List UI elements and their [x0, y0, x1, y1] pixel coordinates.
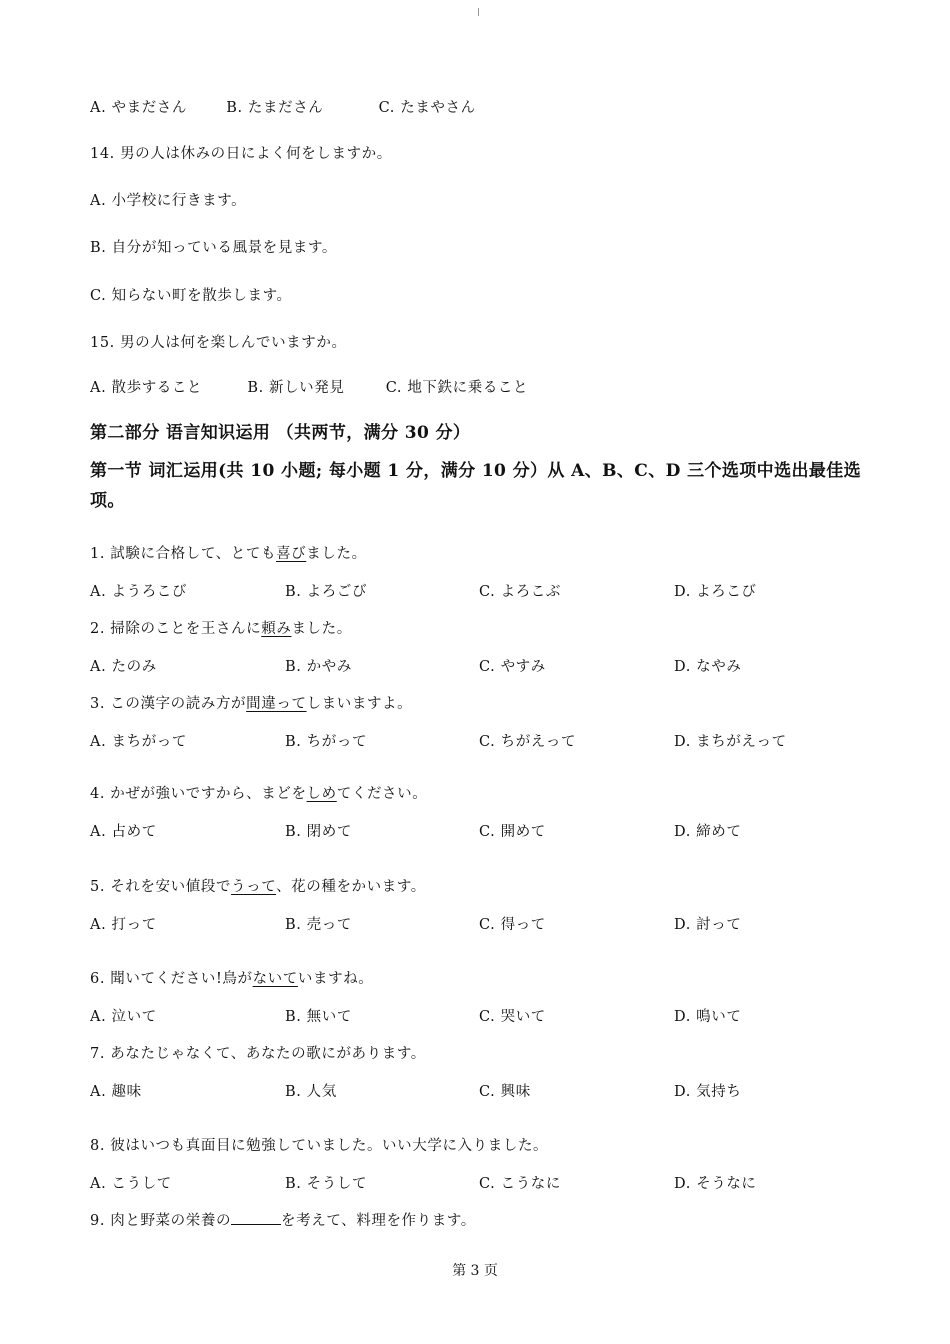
option-a: A. 打って	[90, 917, 157, 933]
option-c: C. やすみ	[479, 659, 546, 675]
question-stem	[90, 542, 367, 563]
option-b: B. ちがって	[285, 734, 368, 750]
option-b: B. 閉めて	[285, 824, 352, 840]
stem-text: 6. 聞いてください!鳥が	[90, 971, 253, 987]
q14-option-c: C. 知らない町を散歩します。	[90, 288, 292, 304]
stem-text: ました。	[306, 546, 367, 562]
option-b: B. 売って	[285, 917, 352, 933]
answer-blank	[231, 1210, 281, 1225]
stem-text: 4. かぜが強いですから、まどを	[90, 786, 307, 802]
option-a: A. たのみ	[90, 659, 157, 675]
option-c: C. よろこぶ	[479, 584, 561, 600]
q13-option-b: B. たまださん	[226, 100, 324, 116]
option-b: B. かやみ	[285, 659, 352, 675]
q13-option-c: C. たまやさん	[378, 100, 476, 116]
option-b: B. 人気	[285, 1084, 337, 1100]
question-stem	[90, 1209, 476, 1230]
option-c: C. 開めて	[479, 824, 546, 840]
option-d: D. そうなに	[674, 1176, 757, 1192]
option-a: A. こうして	[90, 1176, 172, 1192]
stem-text: ました。	[291, 621, 352, 637]
option-a: A. まちがって	[90, 734, 187, 750]
stem-text: 3. この漢字の読み方が	[90, 696, 247, 712]
option-b: B. そうして	[285, 1176, 368, 1192]
option-b: B. 無いて	[285, 1009, 352, 1025]
q13-options	[90, 96, 476, 117]
option-d: D. まちがえって	[674, 734, 787, 750]
question-stem	[90, 692, 412, 713]
option-c: C. 得って	[479, 917, 546, 933]
question-stem	[90, 875, 426, 896]
option-d: D. よろこび	[674, 584, 757, 600]
option-a: A. 占めて	[90, 824, 157, 840]
stem-text: 、花の種をかいます。	[276, 879, 426, 895]
q14-option-b: B. 自分が知っている風景を見ます。	[90, 240, 338, 256]
part2-heading: 第二部分 语言知识运用 （共两节，满分 30 分）	[90, 423, 471, 443]
option-c: C. こうなに	[479, 1176, 561, 1192]
question-stem: 8. 彼はいつも真面目に勉強していました。いい大学に入りました。	[90, 1138, 549, 1154]
stem-text: てください。	[336, 786, 428, 802]
q15-options	[90, 376, 528, 397]
q15-option-b: B. 新しい発見	[247, 380, 345, 396]
option-c: C. ちがえって	[479, 734, 577, 750]
question-stem	[90, 782, 427, 803]
section1-heading: 第一节 词汇运用(共 10 小题; 每小题 1 分，满分 10 分）从 A、B、C、D 三个选项中选出最佳选项。	[90, 461, 862, 511]
option-c: C. 哭いて	[479, 1009, 546, 1025]
stem-text: いますね。	[297, 971, 374, 987]
option-a: A. 泣いて	[90, 1009, 157, 1025]
option-d: D. なやみ	[674, 659, 742, 675]
top-mark	[478, 8, 479, 16]
q15-option-c: C. 地下鉄に乗ること	[385, 380, 529, 396]
option-b: B. よろごび	[285, 584, 368, 600]
question-stem	[90, 617, 352, 638]
option-a: A. ようろこび	[90, 584, 187, 600]
stem-text: しまいますよ。	[306, 696, 413, 712]
q15-option-a: A. 散歩すること	[90, 380, 203, 396]
stem-text: 5. それを安い値段で	[90, 879, 232, 895]
q14-stem: 14. 男の人は休みの日によく何をしますか。	[90, 146, 392, 162]
underlined-word: 頼み	[261, 621, 292, 637]
option-d: D. 気持ち	[674, 1084, 742, 1100]
q15-stem: 15. 男の人は何を楽しんでいますか。	[90, 335, 347, 351]
page-number: 第 3 页	[452, 1263, 498, 1279]
underlined-word: しめ	[306, 786, 337, 802]
option-d: D. 締めて	[674, 824, 742, 840]
option-d: D. 討って	[674, 917, 742, 933]
option-a: A. 趣味	[90, 1084, 142, 1100]
stem-text: を考えて、料理を作ります。	[281, 1213, 476, 1229]
underlined-word: 間違って	[246, 696, 307, 712]
stem-text: 1. 試験に合格して、とても	[90, 546, 277, 562]
option-c: C. 興味	[479, 1084, 531, 1100]
stem-text: 2. 掃除のことを王さんに	[90, 621, 262, 637]
underlined-word: 喜び	[276, 546, 307, 562]
stem-text: 9. 肉と野菜の栄養の	[90, 1213, 232, 1229]
q14-option-a: A. 小学校に行きます。	[90, 193, 247, 209]
option-d: D. 鳴いて	[674, 1009, 742, 1025]
underlined-word: ないて	[252, 971, 298, 987]
underlined-word: うって	[231, 879, 277, 895]
q13-option-a: A. やまださん	[90, 100, 187, 116]
question-stem	[90, 967, 373, 988]
question-stem: 7. あなたじゃなくて、あなたの歌にがあります。	[90, 1046, 426, 1062]
